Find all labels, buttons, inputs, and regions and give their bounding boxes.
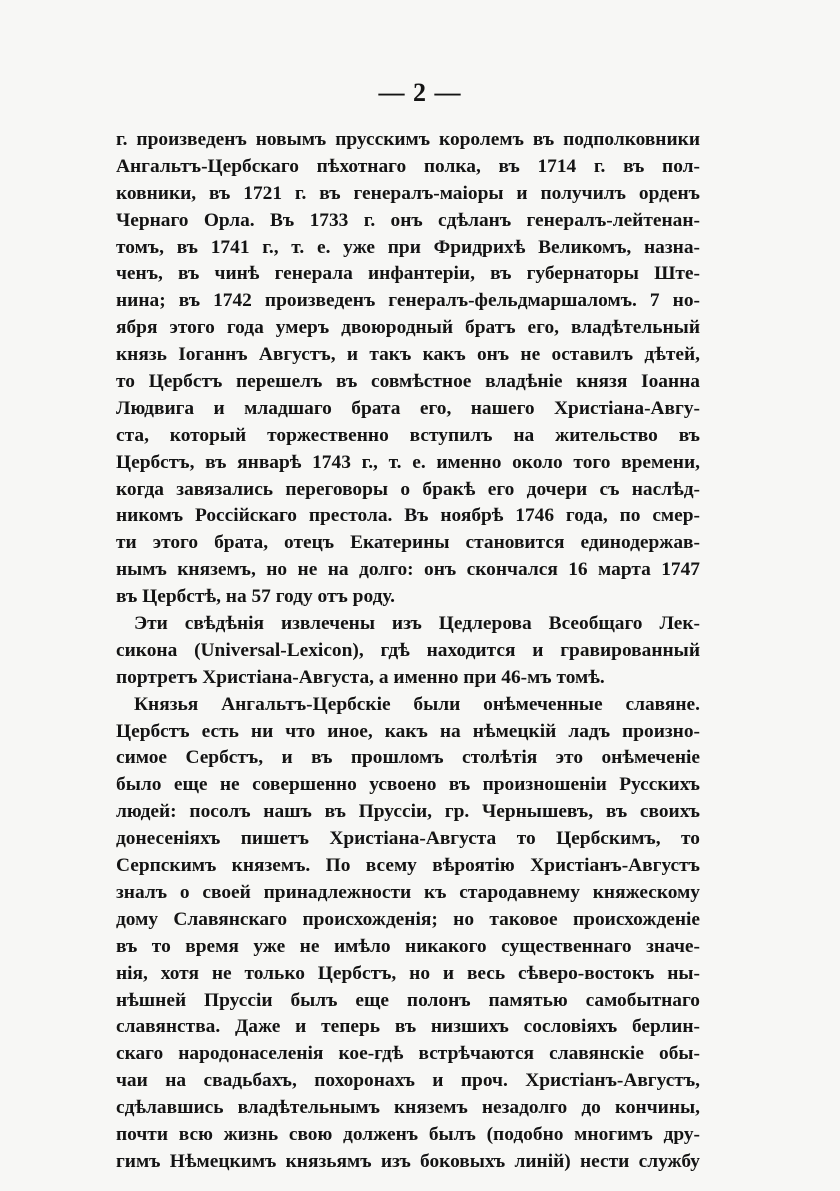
text-line: князь Іоганнъ Августъ, и такъ какъ онъ не оставилъ дѣтей, <box>116 344 700 366</box>
text-line: ти этого брата, отецъ Екатерины становится единодержав- <box>116 532 700 554</box>
text-line: сикона (Universal-Lexicon), гдѣ находится и гравированный <box>116 639 700 661</box>
text-line: симое Сербстъ, и въ прошломъ столѣтія это онѣмеченіе <box>116 747 700 769</box>
text-line: ста, который торжественно вступилъ на жительство въ <box>116 424 700 446</box>
text-line: чаи на свадьбахъ, похоронахъ и проч. Христіанъ-Августъ, <box>116 1070 700 1092</box>
text-line: Людвига и младшаго брата его, нашего Христіана-Авгу- <box>116 397 700 419</box>
text-line: было еще не совершенно усвоено въ произношеніи Русскихъ <box>116 774 700 796</box>
text-line: Эти свѣдѣнія извлечены изъ Цедлерова Всеобщаго Лек- <box>134 613 700 635</box>
text-line: Цербстъ, въ январѣ 1743 г., т. е. именно около того времени, <box>116 451 700 473</box>
text-line: Князья Ангальтъ-Цербскіе были онѣмеченные славяне. <box>134 693 700 715</box>
text-line: почти всю жизнь свою долженъ былъ (подобно многимъ дру- <box>116 1123 700 1145</box>
text-line: Чернаго Орла. Въ 1733 г. онъ сдѣланъ генералъ-лейтенан- <box>116 209 700 231</box>
text-line: славянства. Даже и теперь въ низшихъ сословіяхъ берлин- <box>116 1016 700 1038</box>
text-line: ченъ, въ чинѣ генерала инфантеріи, въ губернаторы Ште- <box>116 263 700 285</box>
text-line: нымъ княземъ, но не на долго: онъ скончался 16 марта 1747 <box>116 559 700 581</box>
text-line: въ Цербстѣ, на 57 году отъ роду. <box>116 586 395 608</box>
text-line: скаго народонаселенія кое-гдѣ встрѣчаются славянскіе обы- <box>116 1043 700 1065</box>
text-line: сдѣлавшись владѣтельнымъ княземъ незадолго до кончины, <box>116 1097 700 1119</box>
text-line: томъ, въ 1741 г., т. е. уже при Фридрихѣ Великомъ, назна- <box>116 236 700 258</box>
text-line: въ то время уже не имѣло никакого существеннаго значе- <box>116 935 700 957</box>
text-line: Ангальтъ-Цербскаго пѣхотнаго полка, въ 1714 г. въ пол- <box>116 155 700 177</box>
text-line: дому Славянскаго происхожденія; но таковое происхожденіе <box>116 908 700 930</box>
text-line: нія, хотя не только Цербстъ, но и весь сѣверо-востокъ ны- <box>116 962 700 984</box>
page-number: — 2 — <box>378 78 462 107</box>
text-line: Серпскимъ княземъ. По всему вѣроятію Христіанъ-Августъ <box>116 855 700 877</box>
text-line: портретъ Христіана-Августа, а именно при 46-мъ томѣ. <box>116 666 605 688</box>
text-line: г. произведенъ новымъ прусскимъ королемъ въ подполковники <box>116 129 700 150</box>
text-line: ковники, въ 1721 г. въ генералъ-маіоры и получилъ орденъ <box>116 182 700 204</box>
text-line: нѣшней Пруссіи былъ еще полонъ памятью самобытнаго <box>116 989 700 1011</box>
text-line: когда завязались переговоры о бракѣ его дочери съ наслѣд- <box>116 478 700 500</box>
text-line: ября этого года умеръ двоюродный братъ его, владѣтельный <box>116 317 700 339</box>
text-line: гимъ Нѣмецкимъ князьямъ изъ боковыхъ линій) нести службу <box>116 1150 700 1172</box>
text-line: зналъ о своей принадлежности къ стародавнему княжескому <box>116 881 700 903</box>
text-line: людей: посолъ нашъ въ Пруссіи, гр. Чернышевъ, въ своихъ <box>116 801 700 823</box>
text-line: то Цербстъ перешелъ въ совмѣстное владѣніе князя Іоанна <box>116 371 700 393</box>
body-text <box>116 127 700 1176</box>
text-line: донесеніяхъ пишетъ Христіана-Августа то Цербскимъ, то <box>116 828 700 850</box>
text-line: нина; въ 1742 произведенъ генералъ-фельдмаршаломъ. 7 но- <box>116 290 700 312</box>
text-line: Цербстъ есть ни что иное, какъ на нѣмецкій ладъ произно- <box>116 720 700 742</box>
text-line: никомъ Россійскаго престола. Въ ноябрѣ 1746 года, по смер- <box>116 505 700 527</box>
